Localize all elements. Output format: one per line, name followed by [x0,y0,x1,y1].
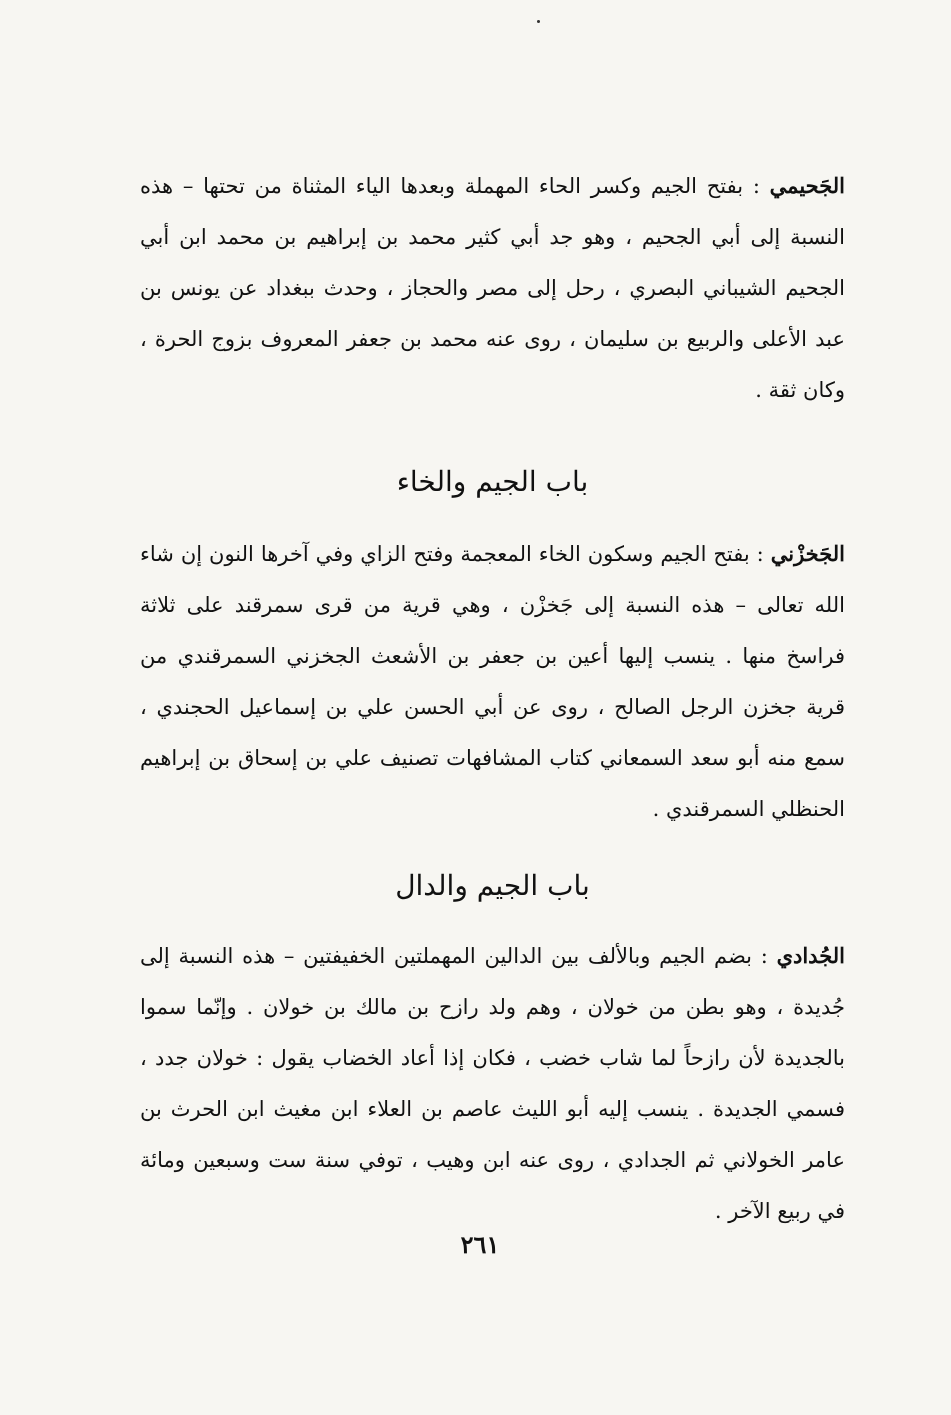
entry-aljudadi [140,930,845,1237]
entry-text: : بفتح الجيم وكسر الحاء المهملة وبعدها الياء المثناة من تحتها – هذه النسبة إلى أبي الجحيم ، وهو جد أبي كثير محمد بن إبراهيم بن محمد ابن أبي الجحيم الشيباني البصري ، رحل إلى مصر والحجاز ، وحدث ببغداد عن يونس بن عبد الأعلى والربيع بن سليمان ، روى عنه محمد بن جعفر المعروف بزوج الحرة ، وكان ثقة . [140,174,845,402]
entry-text: : بضم الجيم وبالألف بين الدالين المهملتين الخفيفتين – هذه النسبة إلى جُديدة ، وهو بطن من خولان ، وهم ولد رازح بن مالك بن خولان . وإنّما سموا بالجديدة لأن رازحاً لما شاب خضب ، فكان إذا أعاد الخضاب يقول : خولان جدد ، فسمي الجديدة . ينسب إليه أبو الليث عاصم بن العلاء ابن مغيث ابن الحرث بن عامر الخولاني ثم الجدادي ، روى عنه ابن وهيب ، توفي سنة ست وسبعين ومائة في ربيع الآخر . [140,944,845,1223]
entry-headword: الجَحيمي [769,173,845,198]
scan-speck [537,20,540,23]
entry-headword: الجُدادي [776,943,845,968]
section-title-jim-dal: باب الجيم والدال [395,869,590,902]
entry-aljakhzani [140,528,845,835]
page-number: ٢٦١ [460,1230,500,1259]
entry-text: : بفتح الجيم وسكون الخاء المعجمة وفتح الزاي وفي آخرها النون إن شاء الله تعالى – هذه النسبة إلى جَخزْن ، وهي قرية من قرى سمرقند على ثلاثة فراسخ منها . ينسب إليها أعين بن جعفر بن الأشعث الجخزني السمرقندي من قرية جخزن الرجل الصالح ، روى عن أبي الحسن علي بن إسماعيل الحجندي ، سمع منه أبو سعد السمعاني كتاب المشافهات تصنيف علي بن إسحاق بن إبراهيم الحنظلي السمرقندي . [140,542,845,821]
section-title-jim-kha: باب الجيم والخاء [396,465,589,498]
entry-aljahimi [140,160,845,416]
entry-headword: الجَخزْني [770,541,845,566]
